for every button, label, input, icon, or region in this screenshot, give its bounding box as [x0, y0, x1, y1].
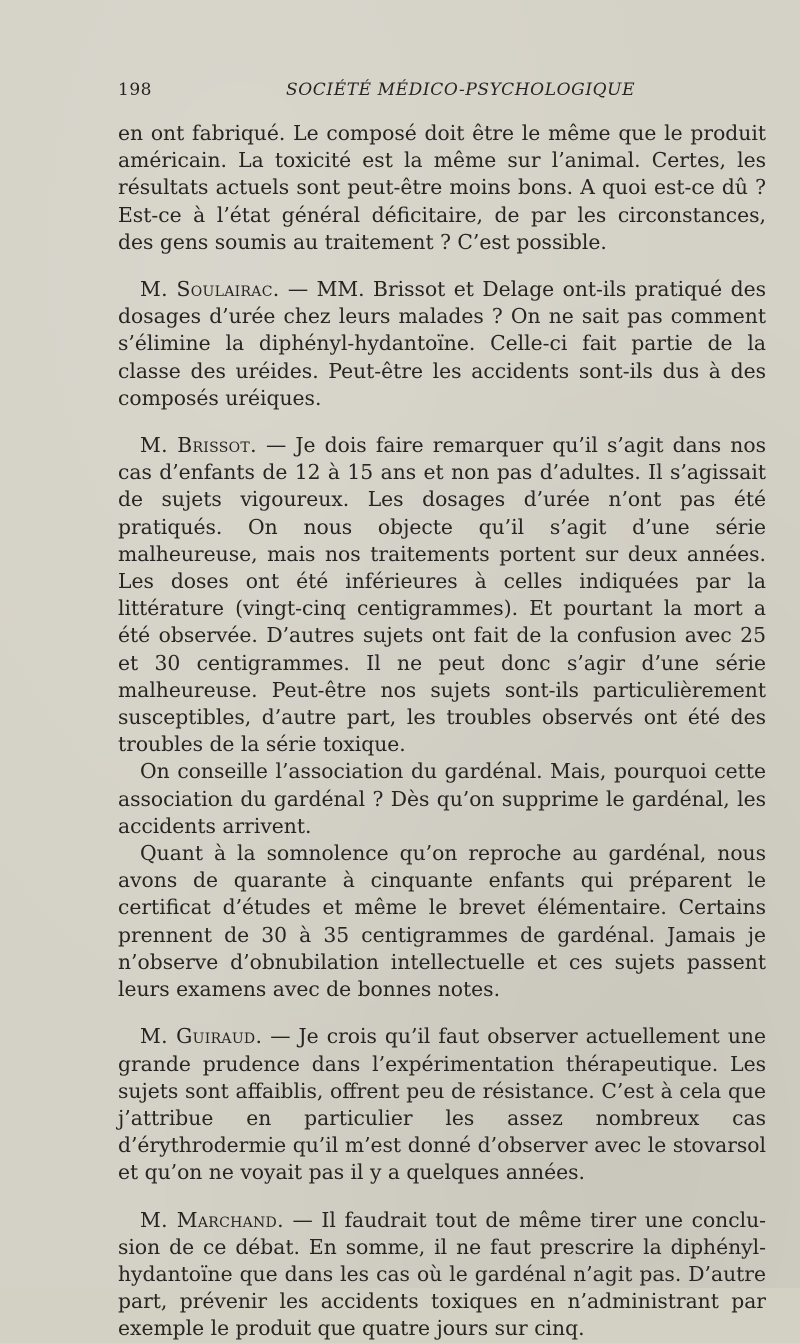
paragraph-guiraud: [118, 1023, 766, 1186]
paragraph-text: en ont fabriqué. Le composé doit être le même que le produit américain. La toxicité est la même sur l’animal. Certes, les résultats actuels sont peut-être moins bons. A quoi est-ce dû ? Est-ce à l’état général déficitaire, de par les circonstances, des gens soumis au traitement ? C’est possible.: [118, 121, 766, 254]
running-title: SOCIÉTÉ MÉDICO-PSYCHOLOGIQUE: [286, 80, 636, 100]
page-header: [118, 80, 768, 106]
body-text: [118, 120, 766, 1343]
paragraph-continuation: [118, 120, 766, 256]
paragraph-brissot: [118, 432, 766, 758]
speaker-name: M. Brissot.: [140, 433, 257, 458]
paragraph-text: — Je dois faire remarquer qu’il s’agit dans nos cas d’enfants de 12 à 15 ans et non pas d’adultes. Il s’agissait de sujets vigoureux. Les dosages d’urée n’ont pas été pratiqués. On nous objecte qu’il s’agit d’une série malheureuse, mais nos traitements portent sur deux années. Les doses ont été inférieures à celles indiquées par la littérature (vingt-cinq centigrammes). Et pourtant la mort a été observée. D’autres sujets ont fait de la confusion avec 25 et 30 centigrammes. Il ne peut donc s’agir d’une série malheureuse. Peut-être nos sujets sont-ils particulièrement susceptibles, d’autre part, les troubles observés ont été des troubles de la série toxique.: [118, 433, 766, 757]
speaker-name: M. Marchand.: [140, 1207, 284, 1232]
speaker-name: M. Soulairac.: [140, 277, 280, 302]
paragraph-text: — Je crois qu’il faut observer actuellement une grande prudence dans l’expérimentation thérapeutique. Les sujets sont affaiblis, offrent peu de résistance. C’est à cela que j’attribue en particulier les assez nombreux cas d’érythrodermie qu’il m’est donné d’observer avec le stovarsol et qu’on ne voyait pas il y a quelques années.: [118, 1024, 766, 1185]
paragraph-marchand: [118, 1207, 766, 1343]
paragraph-text: On conseille l’association du gardénal. Mais, pourquoi cette association du gardénal ? Dès qu’on supprime le gardénal, les accidents arrivent.: [118, 759, 766, 838]
paragraph-gardenal-association: [118, 758, 766, 840]
paragraph-text: — Il faudrait tout de même tirer une conclusion de ce débat. En somme, il ne faut prescrire la diphénylhydantoïne que dans les cas où le gardénal n’agit pas. D’autre part, prévenir les accidents toxiques en n’administrant par exemple le produit que quatre jours sur cinq.: [118, 1207, 766, 1341]
speaker-name: M. Guiraud.: [140, 1024, 263, 1049]
paragraph-text: Quant à la somnolence qu’on reproche au gardénal, nous avons de quarante à cinquante enfants qui préparent le certificat d’études et même le brevet élémentaire. Certains prennent de 30 à 35 centigrammes de gardénal. Jamais je n’observe d’obnubilation intellectuelle et ces sujets passent leurs examens avec de bonnes notes.: [118, 841, 766, 1002]
paragraph-soulairac: [118, 276, 766, 412]
paragraph-text: — MM. Brissot et Delage ont-ils pratiqué des dosages d’urée chez leurs malades ? On ne sait pas comment s’élimine la diphényl-hydantoïne. Celle-ci fait partie de la classe des uréides. Peut-être les accidents sont-ils dus à des composés uréiques.: [118, 277, 766, 410]
paragraph-somnolence: [118, 840, 766, 1003]
page-number: 198: [118, 80, 152, 100]
